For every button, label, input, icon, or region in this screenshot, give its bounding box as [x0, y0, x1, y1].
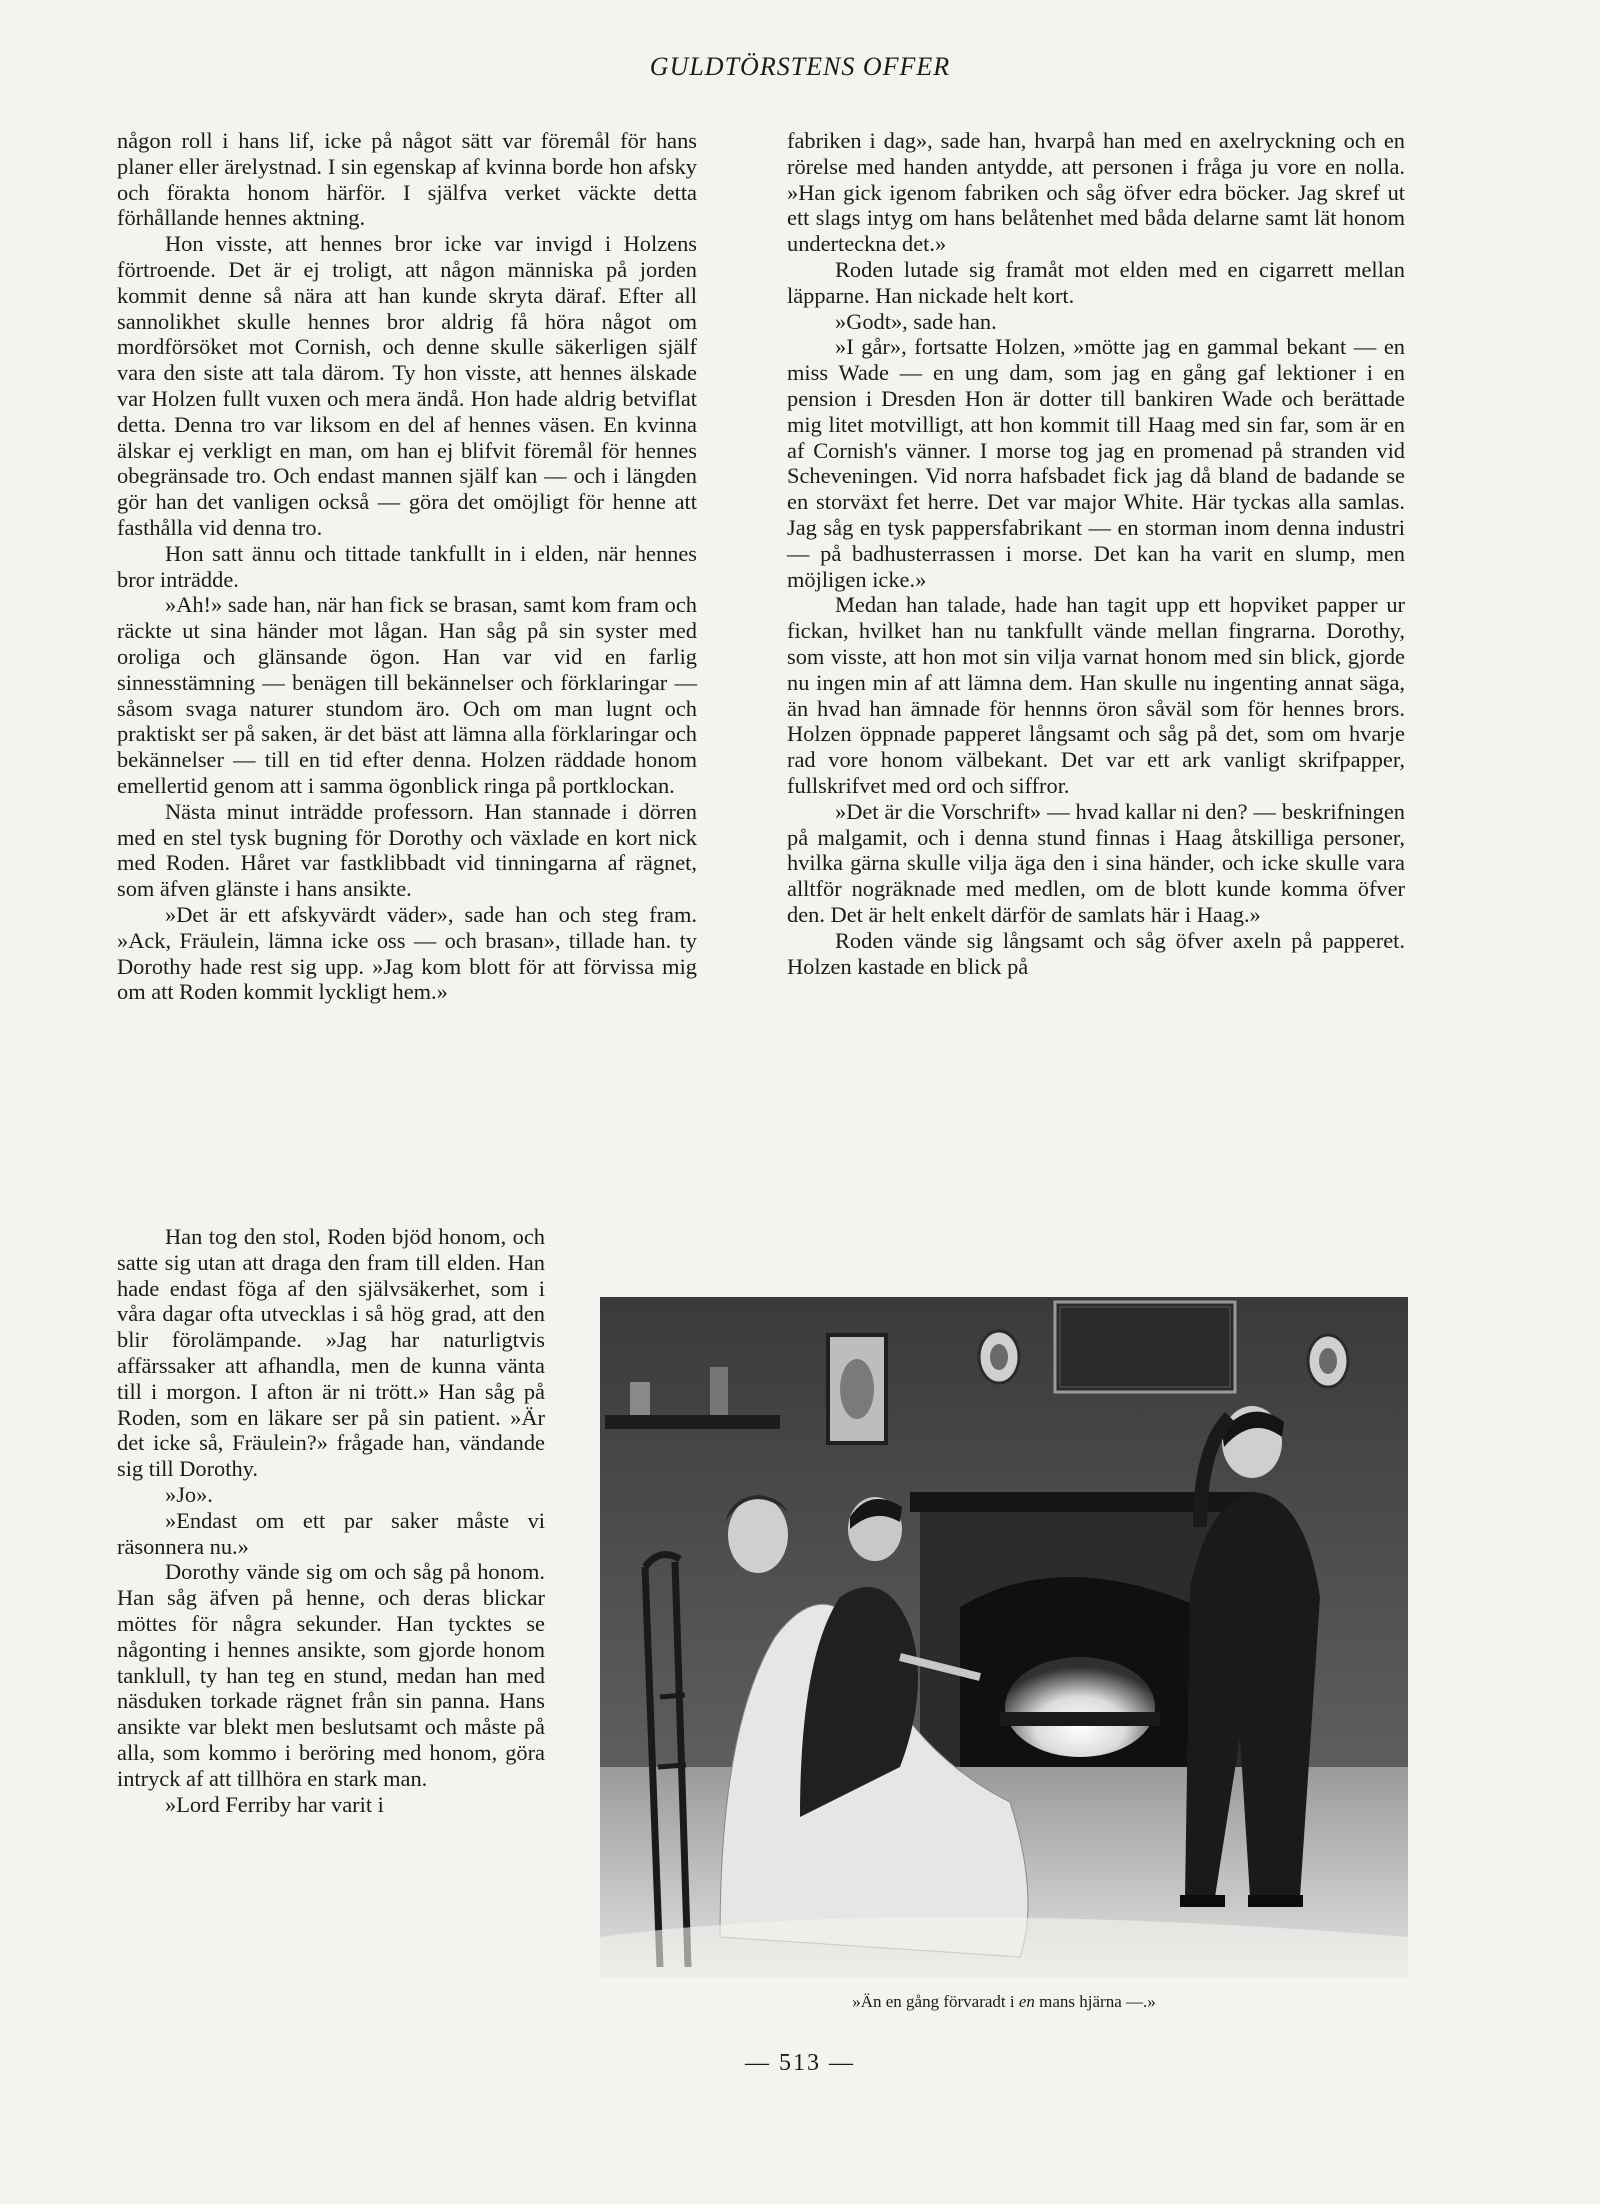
paragraph: Hon visste, att hennes bror icke var invigd i Holzens förtroende. Det är ej troligt, att någon människa på jorden kommit denne så nära att han kunde skryta däraf. Efter all sannolikhet skulle hennes bror aldrig få höra något om mordförsöket mot Cornish, och denne skulle säkerligen själf vara den siste att tala därom. Ty hon visste, att hennes älskade var Holzen fullt vuxen och mera ändå. Hon hade aldrig betviflat detta. Denna tro var liksom en del af hennes väsen. En kvinna älskar ej verkligt en man, om han ej blifvit föremål för hennes obegränsade tro. Och endast mannen själf kan — och i längden gör han det vanligen också — göra det omöjligt för henne att fasthålla vid denna tro. — [117, 231, 697, 540]
paragraph: Medan han talade, hade han tagit upp ett hopviket papper ur fickan, hvilket han nu tankfullt vände mellan fingrarna. Dorothy, som visste, att hon mot sin vilja varnat honom med sin blick, gjorde nu ingen min af att lämna dem. Han skulle nu ingenting annat säga, än hvad han ämnade för hennns öron såväl som för hennes brors. Holzen öppnade papperet långsamt och såg på det, som om hvarje rad vore honom välbekant. Det var ett ark vanligt skrifpapper, fullskrifvet med ord och siffror. — [787, 592, 1405, 798]
narrow-column — [117, 1224, 545, 1817]
paragraph: Nästa minut inträdde professorn. Han stannade i dörren med en stel tysk bugning för Dorothy och växlade en kort nick med Roden. Håret var fastklibbadt vid tinningarna af rägnet, som äfven glänste i hans ansikte. — [117, 798, 697, 902]
paragraph: »Endast om ett par saker måste vi räsonnera nu.» — [117, 1507, 545, 1559]
illustration-drawing — [600, 1297, 1408, 1977]
caption-text: mans hjärna —.» — [1034, 1992, 1156, 2011]
mantel-shelf — [605, 1415, 780, 1429]
illustration-caption — [600, 1992, 1408, 2012]
paragraph: Roden vände sig långsamt och såg öfver axeln på papperet. Holzen kastade en blick på — [787, 927, 1405, 979]
fire-grate — [1000, 1712, 1160, 1726]
paragraph: Roden lutade sig framåt mot elden med en cigarrett mellan läpparne. Han nickade helt kort. — [787, 256, 1405, 308]
paragraph: Han tog den stol, Roden bjöd honom, och satte sig utan att draga den fram till elden. Han hade endast föga af den självsäkerhet, som i våra dagar ofta utvecklas i så hög grad, att den blir förolämpande. »Jag har naturligtvis affärssaker att afhandla, men de kunna vänta till i morgon. I afton är ni trött.» Han såg på Roden, som en läkare ser på sin patient. »Är det icke så, Fräulein?» frågade han, vändande sig till Dorothy. — [117, 1224, 545, 1482]
paragraph: »Lord Ferriby har varit i — [165, 1791, 384, 1817]
paragraph: »Jo». — [165, 1481, 213, 1507]
paragraph: »Godt», sade han. — [835, 308, 997, 334]
paragraph: Hon satt ännu och tittade tankfullt in i elden, när hennes bror inträdde. — [117, 540, 697, 592]
paragraph: »Det är die Vorschrift» — hvad kallar ni den? — beskrifningen på malgamit, och i denna stund finnas i Haag åtskilliga personer, hvilka gärna skulle vilja äga den i sina händer, och icke skulle vara alltför nogräknade med medlen, om de blott kunde komma öfver den. Det är helt enkelt därför de samlats här i Haag.» — [787, 798, 1405, 927]
wall-painting — [1055, 1302, 1235, 1392]
paragraph: »I går», fortsatte Holzen, »mötte jag en gammal bekant — en miss Wade — en ung dam, som jag en gång gaf lektioner i en pension i Dresden Hon är dotter till bankiren Wade och berättade mig litet motvilligt, att hon kommit till Haag med sin far, som är en af Cornish's vänner. I morse tog jag en promenad på stranden vid Scheveningen. Vid norra hafsbadet fick jag då bland de badande se en storväxt fet herre. Det var major White. Här tyckas alla samlas. Jag såg en tysk pappersfabrikant — en storman inom denna industri — på badhusterrassen i morse. Det kan ha varit en slump, men möjligen icke.» — [787, 334, 1405, 592]
paragraph: fabriken i dag», sade han, hvarpå han med en axelryckning och en rörelse med handen antydde, att personen i fråga ju vore en nolla. »Han gick igenom fabriken och såg öfver edra böcker. Jag skref ut ett slags intyg om hans belåtenhet med båda delarne samt lät honom underteckna det.» — [787, 128, 1405, 257]
paragraph: »Det är ett afskyvärdt väder», sade han och steg fram. »Ack, Fräulein, lämna icke oss — och brasan», tillade han. ty Dorothy hade rest sig upp. »Jag kom blott för att förvissa mig om att Roden kommit lyckligt hem.» — [117, 901, 697, 1005]
caption-text: »Än en gång förvaradt i — [852, 1992, 1019, 2011]
illustration — [600, 1297, 1408, 1977]
page-number: — 513 — — [745, 2050, 855, 2076]
right-column — [787, 128, 1405, 979]
paragraph: »Ah!» sade han, när han fick se brasan, samt kom fram och räckte ut sina händer mot lågan. Han såg på sin syster med oroliga och glänsande ögon. Han var vid en farlig sinnesstämning — benägen till bekännelser och förklaringar — såsom svaga naturer stundom äro. Och om man lugnt och praktiskt ser på saken, är det bäst att lämna alla förklaringar och bekännelser — till en tid efter denna. Holzen räddade honom emellertid genom att i samma ögonblick ringa på portklockan. — [117, 592, 697, 798]
left-column — [117, 128, 697, 1005]
paragraph: Dorothy vände sig om och såg på honom. Han såg äfven på henne, och deras blickar möttes för några sekunder. Han tycktes se någonting i hennes ansikte, som gjorde honom tanklull, ty han teg en stund, medan han med näsduken torkade rägnet från sin panna. Hans ansikte var blekt men beslutsamt och måste på alla, som kommo i beröring med honom, göra intryck af att tillhöra en stark man. — [117, 1559, 545, 1791]
paragraph: någon roll i hans lif, icke på något sätt var föremål för hans planer eller ärelystnad. I sin egenskap af kvinna borde hon afsky och förakta honom härför. I själfva verket väckte detta förhållande hennes aktning. — [117, 128, 697, 231]
running-title: GULDTÖRSTENS OFFER — [649, 52, 951, 81]
caption-emphasis: en — [1018, 1992, 1035, 2011]
fire-flames — [1005, 1657, 1155, 1757]
